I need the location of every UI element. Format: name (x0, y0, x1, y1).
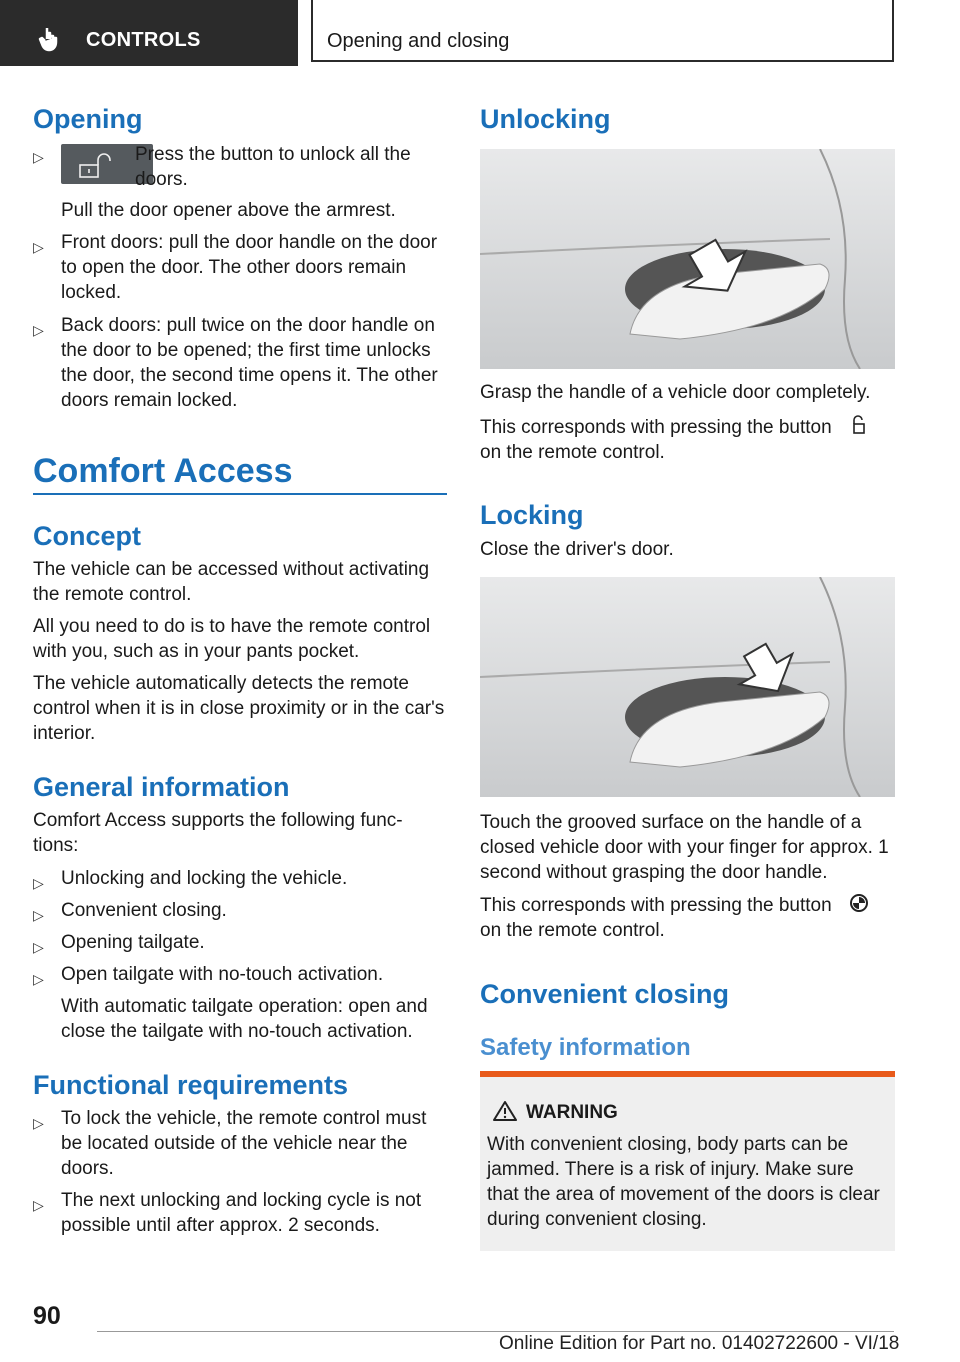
opening-item-1: Press the button to unlock all the doors. (135, 144, 411, 190)
footer-edition: Online Edition for Part no. 01402722600 - VI/18 (499, 1333, 900, 1354)
opening-item-3: Back doors: pull twice on the door handle on the door to be opened; the first time unlocks the door, the second time opens it. The other doors remain locked. (61, 315, 438, 411)
functional-requirements-heading: Functional requirements (33, 1070, 349, 1100)
general-item-4: Open tailgate with no-touch activation. (61, 964, 384, 985)
general-item-2: Convenient closing. (61, 900, 227, 921)
warning-bar (480, 1071, 895, 1077)
bullet-icon: ▷ (33, 149, 44, 165)
bullet-icon: ▷ (33, 1115, 44, 1131)
concept-para-3: The vehicle automatically detects the remote control when it is in close proximity or in the car's interior. (33, 673, 445, 744)
bullet-icon: ▷ (33, 322, 44, 338)
locking-para-3 (480, 892, 895, 943)
general-item-1: Unlocking and locking the vehicle. (61, 868, 348, 889)
right-column (480, 0, 895, 1300)
heading-rule (33, 493, 447, 495)
convenient-closing-heading: Convenient closing (480, 979, 730, 1009)
safety-information-heading: Safety information (480, 1034, 691, 1061)
locking-para-3-text: This corresponds with pressing the button (480, 895, 832, 916)
bullet-icon: ▷ (33, 1197, 44, 1213)
section-label: CONTROLS (86, 29, 201, 51)
bullet-icon: ▷ (33, 939, 44, 955)
warning-box (480, 1071, 895, 1251)
comfort-access-heading: Comfort Access (33, 452, 293, 490)
footer-rule (97, 1331, 894, 1332)
concept-para-2: All you need to do is to have the remote control with you, such as in your pants pocket. (33, 616, 431, 662)
concept-heading: Concept (33, 521, 141, 551)
lock-logo-icon (847, 892, 871, 914)
unlocking-para-2 (480, 414, 895, 465)
warning-text: With convenient closing, body parts can be jammed. There is a risk of injury. Make sure that the area of movement of the doors is clear during convenient closing. (487, 1134, 880, 1230)
general-item-3: Opening tailgate. (61, 932, 205, 953)
functional-item-1: To lock the vehicle, the remote control must be located outside of the vehicle near the doors. (61, 1108, 427, 1179)
opening-heading: Opening (33, 104, 143, 134)
bullet-icon: ▷ (33, 875, 44, 891)
locking-para-3-end: on the remote control. (480, 920, 665, 941)
unlocking-heading: Unlocking (480, 104, 611, 134)
left-column (33, 0, 447, 1300)
unlocking-para-2-text: This corresponds with pressing the button (480, 417, 832, 438)
warning-label: WARNING (526, 1102, 618, 1123)
door-handle-grasp-image (480, 149, 895, 369)
locking-para-1: Close the driver's door. (480, 539, 674, 560)
bullet-icon: ▷ (33, 907, 44, 923)
door-handle-touch-image (480, 577, 895, 797)
unlock-icon (847, 414, 871, 436)
general-intro: Comfort Access supports the following func‐ tions: (33, 810, 403, 856)
concept-para-1: The vehicle can be accessed without activating the remote control. (33, 559, 430, 605)
page-number: 90 (33, 1302, 61, 1330)
locking-para-2: Touch the grooved surface on the handle of a closed vehicle door with your finger for approx. 1 second without grasping the door handle. (480, 812, 889, 883)
opening-item-1b: Pull the door opener above the armrest. (61, 200, 396, 221)
unlocking-para-1: Grasp the handle of a vehicle door completely. (480, 382, 871, 403)
page-title: Opening and closing (327, 30, 510, 52)
functional-item-2: The next unlocking and locking cycle is not possible until after approx. 2 seconds. (61, 1190, 422, 1236)
general-item-4-sub: With automatic tailgate operation: open and close the tailgate with no-touch activation. (61, 996, 428, 1042)
unlocking-para-2-end: on the remote control. (480, 442, 665, 463)
bullet-icon: ▷ (33, 239, 44, 255)
warning-triangle-icon (492, 1100, 518, 1122)
general-information-heading: General information (33, 772, 290, 802)
opening-item-2: Front doors: pull the door handle on the door to open the door. The other doors remain locked. (61, 232, 438, 303)
bullet-icon: ▷ (33, 971, 44, 987)
locking-heading: Locking (480, 500, 584, 530)
